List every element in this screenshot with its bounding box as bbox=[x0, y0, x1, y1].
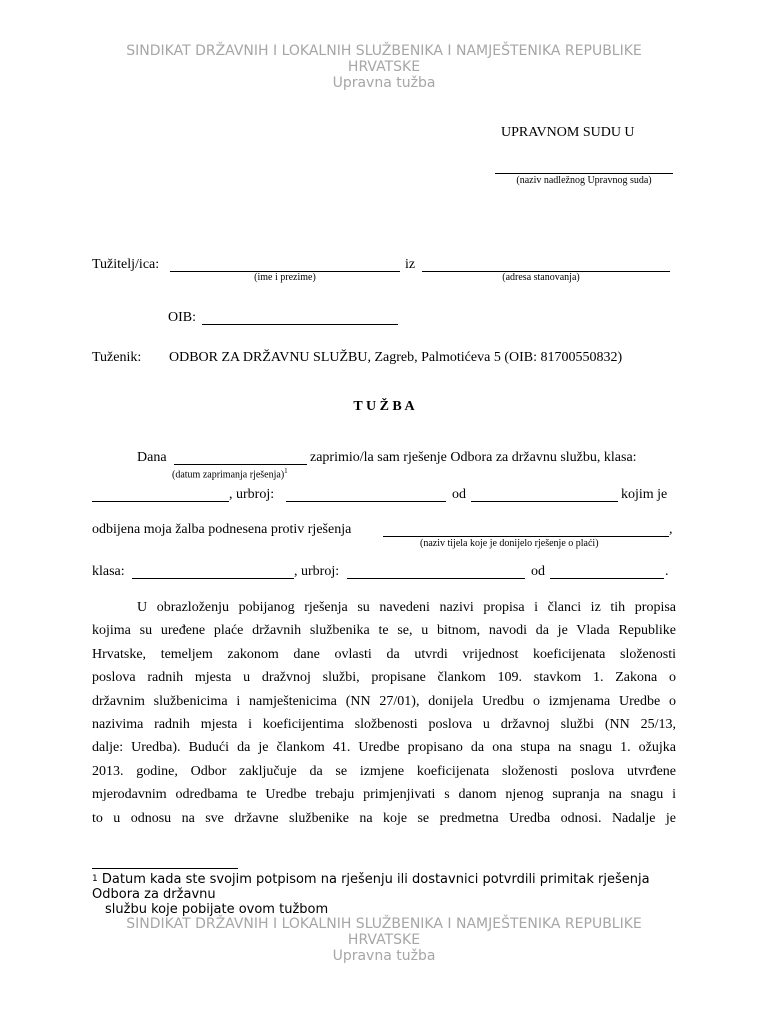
klasa-label: klasa: bbox=[92, 564, 125, 579]
footnote-ref: 1 bbox=[284, 467, 288, 475]
footer-line-2: HRVATSKE bbox=[347, 932, 421, 948]
received-text: zaprimio/la sam rješenje Odbora za državnu službu, klasa: bbox=[310, 450, 637, 465]
paragraph-line: nazivima radnih mjesta i koeficijentima složbenosti poslova u državnoj službi (NN 25/13, bbox=[92, 717, 676, 733]
od-label-1: od bbox=[452, 487, 466, 502]
paragraph-line: mjerodavnim odredbama te Uredbe trebaju primjenjivati s danom njenog supranja na snagu i bbox=[92, 787, 676, 803]
paragraph-line: Hrvatske, temeljem zakonom dane ovlasti da utvrdi vrijednost koeficijenata složenosti bbox=[92, 646, 676, 662]
court-name-line[interactable] bbox=[495, 160, 673, 174]
paragraph-line: dalje: Uredba). Budući da je člankom 41. Uredbe propisano da ona stupa na snagu 1. ožujka bbox=[92, 740, 676, 756]
defendant-label: Tuženik: bbox=[92, 350, 142, 365]
paragraph-line: 2013. godine, Odbor zaključuje da se izmjene koeficijenata složenosti poslova utvrđene bbox=[92, 763, 676, 779]
klasa-line-2[interactable] bbox=[132, 565, 294, 579]
footnote bbox=[92, 872, 692, 917]
plaintiff-address-line[interactable] bbox=[422, 258, 670, 272]
plaintiff-label: Tužitelj/ica: bbox=[92, 257, 160, 272]
header-line-1: SINDIKAT DRŽAVNIH I LOKALNIH SLUŽBENIKA I NAMJEŠTENIKA REPUBLIKE bbox=[126, 43, 642, 59]
oib-label: OIB: bbox=[168, 310, 196, 325]
paragraph-line: to u odnosu na sve državne službenike na koje se predmetna Uredba odnosi. Nadalje je bbox=[92, 810, 676, 826]
footnote-separator bbox=[92, 868, 238, 869]
comma: , bbox=[669, 522, 673, 537]
date-hint bbox=[172, 465, 288, 481]
footnote-line-1 bbox=[92, 872, 692, 887]
dana-label: Dana bbox=[137, 450, 167, 465]
dot: . bbox=[665, 564, 669, 579]
issuing-body-line[interactable] bbox=[383, 523, 669, 537]
paragraph-line: poslova radnih mjesta u dražvnoj službi, propisane člankom 109. stavkom 1. Zakona o bbox=[92, 670, 676, 686]
page-header bbox=[60, 43, 708, 91]
document-title: T U Ž B A bbox=[353, 399, 415, 414]
body-paragraph bbox=[92, 596, 676, 830]
urbroj-label-1: , urbroj: bbox=[229, 487, 275, 502]
appeal-rejected-text: odbijena moja žalba podnesena protiv rješenja bbox=[92, 522, 352, 537]
plaintiff-address-hint: (adresa stanovanja) bbox=[502, 272, 580, 283]
plaintiff-name-line[interactable] bbox=[170, 258, 400, 272]
paragraph-line: kojima su uređene plaće državnih službenika te se, u bitnom, navodi da je Vlada Republike bbox=[92, 623, 676, 639]
klasa-line-1[interactable] bbox=[92, 488, 229, 502]
header-line-3: Upravna tužba bbox=[332, 75, 436, 91]
date-received-line[interactable] bbox=[174, 451, 307, 465]
footnote-line-2: Odbora za državnu bbox=[92, 887, 216, 902]
footnote-text-1: Datum kada ste svojim potpisom na rješenju ili dostavnici potvrdili primitak rješenja bbox=[101, 872, 650, 887]
court-title: UPRAVNOM SUDU U bbox=[501, 125, 635, 140]
page-footer bbox=[60, 916, 708, 964]
plaintiff-from-label: iz bbox=[405, 257, 416, 272]
date-line-1[interactable] bbox=[471, 488, 618, 502]
od-label-2: od bbox=[531, 564, 545, 579]
oib-line[interactable] bbox=[202, 311, 398, 325]
urbroj-line-1[interactable] bbox=[286, 488, 446, 502]
kojim-je: kojim je bbox=[621, 487, 668, 502]
paragraph-line: U obrazloženju pobijanog rješenja su navedeni nazivi propisa i članci iz tih propisa bbox=[137, 600, 676, 615]
date-line-2[interactable] bbox=[550, 565, 664, 579]
defendant-value: ODBOR ZA DRŽAVNU SLUŽBU, Zagreb, Palmotićeva 5 (OIB: 81700550832) bbox=[169, 350, 623, 365]
plaintiff-name-hint: (ime i prezime) bbox=[254, 272, 316, 283]
date-hint-text: (datum zaprimanja rješenja) bbox=[172, 469, 285, 481]
issuing-body-hint: (naziv tijela koje je donijelo rješenje o plaći) bbox=[420, 538, 599, 549]
court-hint: (naziv nadležnog Upravnog suda) bbox=[516, 175, 652, 186]
footnote-mark: 1 bbox=[92, 874, 98, 884]
footer-line-3: Upravna tužba bbox=[332, 948, 436, 964]
header-line-2: HRVATSKE bbox=[347, 59, 421, 75]
footer-line-1: SINDIKAT DRŽAVNIH I LOKALNIH SLUŽBENIKA I NAMJEŠTENIKA REPUBLIKE bbox=[126, 916, 642, 932]
urbroj-line-2[interactable] bbox=[347, 565, 525, 579]
paragraph-line: državnim službenicima i namještenicima (NN 27/01), donijela Uredbu o izmjenama Uredbe o bbox=[92, 693, 676, 709]
urbroj-label-2: , urbroj: bbox=[294, 564, 340, 579]
footnote-line-3: službu koje pobijate ovom tužbom bbox=[105, 902, 329, 917]
